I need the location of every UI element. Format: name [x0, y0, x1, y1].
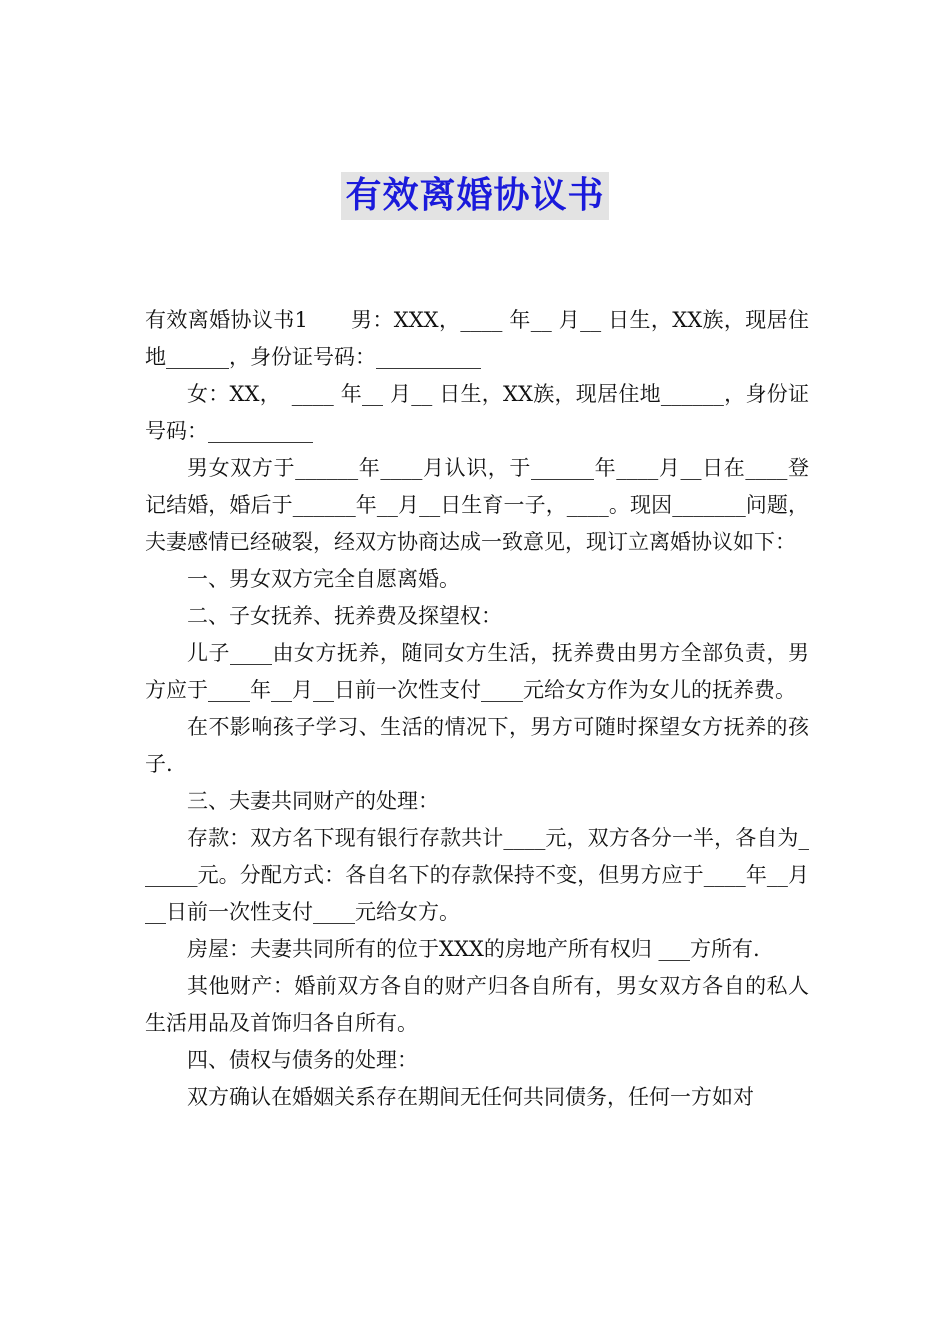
document-title: 有效离婚协议书 [341, 172, 608, 220]
paragraph: 女：XX， ____ 年__ 月__ 日生，XX族，现居住地______，身份证号码：__________ [145, 382, 809, 443]
title-container [0, 172, 950, 220]
paragraph: 三、夫妻共同财产的处理： [187, 789, 439, 813]
document-body [145, 302, 809, 1116]
paragraph: 房屋：夫妻共同所有的位于XXX的房地产所有权归 ___方所有. [187, 937, 760, 961]
paragraph: 有效离婚协议书1 男：XXX，____ 年__ 月__ 日生，XX族，现居住地______，身份证号码：__________ [145, 308, 809, 369]
paragraph: 四、债权与债务的处理： [187, 1048, 418, 1072]
paragraph: 其他财产：婚前双方各自的财产归各自所有，男女双方各自的私人生活用品及首饰归各自所有。 [145, 974, 809, 1035]
paragraph: 在不影响孩子学习、生活的情况下，男方可随时探望女方抚养的孩子. [145, 715, 809, 776]
paragraph: 存款：双方名下现有银行存款共计____元，双方各分一半，各自为______元。分配方式：各自名下的存款保持不变，但男方应于____年__月__日前一次性支付____元给女方。 [145, 826, 809, 924]
paragraph: 儿子____由女方抚养，随同女方生活，抚养费由男方全部负责，男方应于____年__月__日前一次性支付____元给女方作为女儿的抚养费。 [145, 641, 809, 702]
paragraph: 男女双方于______年____月认识，于______年____月__日在____登记结婚，婚后于______年__月__日生育一子，____。现因_______问题，夫妻感情已经破裂，经双方协商达成一致意见，现订立离婚协议如下： [145, 456, 809, 554]
paragraph: 双方确认在婚姻关系存在期间无任何共同债务，任何一方如对 [187, 1085, 754, 1109]
paragraph: 一、男女双方完全自愿离婚。 [187, 567, 460, 591]
paragraph: 二、子女抚养、抚养费及探望权： [187, 604, 502, 628]
